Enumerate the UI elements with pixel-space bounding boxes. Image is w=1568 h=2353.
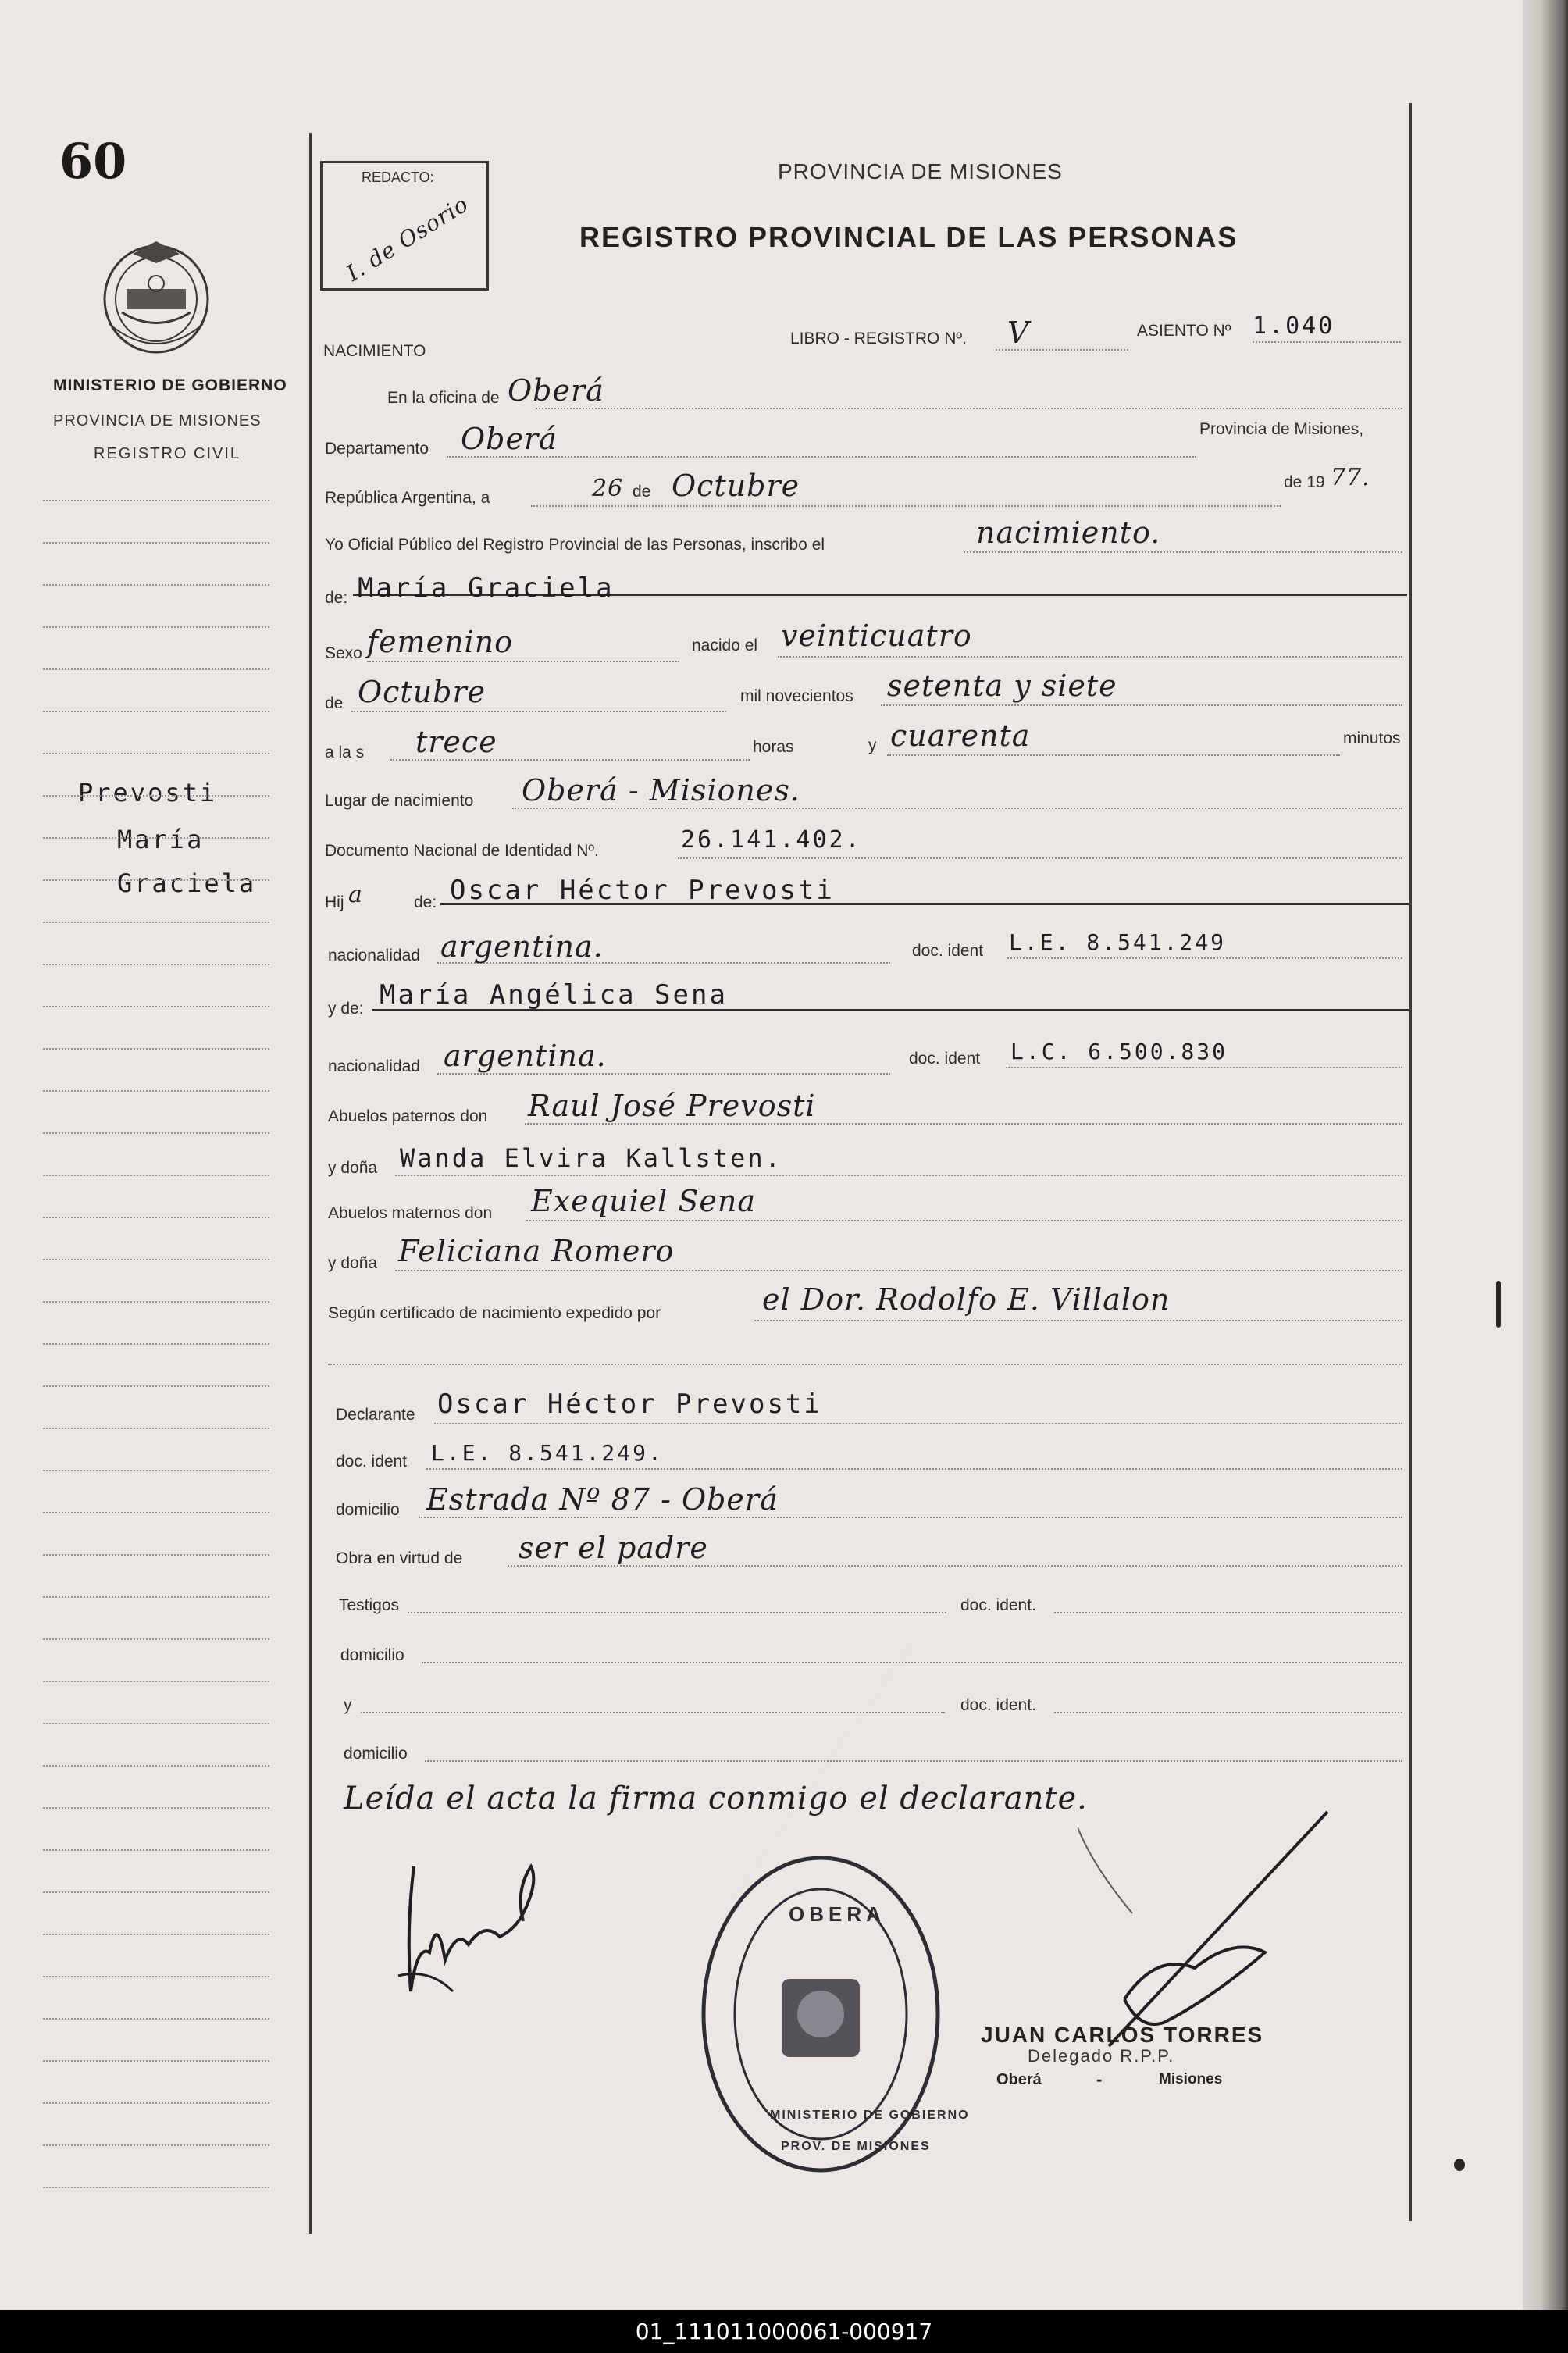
margin-ruled-line <box>43 1385 269 1387</box>
cert-value: el Dor. Rodolfo E. Villalon <box>762 1282 1171 1317</box>
anio-value: setenta y siete <box>887 668 1117 703</box>
de2-label: de <box>325 694 344 712</box>
margin-ruled-line <box>43 1596 269 1598</box>
republica-label: República Argentina, a <box>325 489 490 507</box>
seal-inner-text: MINISTERIO DE GOBIERNO <box>770 2109 970 2122</box>
redacto-label: REDACTO: <box>362 169 434 185</box>
ministry-title: MINISTERIO DE GOBIERNO <box>53 376 287 394</box>
padre: Oscar Héctor Prevosti <box>450 875 835 906</box>
madre-doc-label: doc. ident <box>909 1050 981 1068</box>
margin-ruled-line <box>43 668 269 670</box>
minutos-label: minutos <box>1343 729 1401 747</box>
madre-doc: L.C. 6.500.830 <box>1010 1039 1228 1064</box>
section-label: NACIMIENTO <box>323 342 426 360</box>
margin-ruled-line <box>43 542 269 544</box>
margin-ruled-line <box>43 626 269 628</box>
officer-name: JUAN CARLOS TORRES <box>981 2023 1264 2047</box>
book-spine-edge <box>1523 0 1568 2310</box>
margin-note-name1: María <box>117 825 205 854</box>
margin-ruled-line <box>43 964 269 965</box>
y-label: y <box>868 736 877 754</box>
right-rule <box>1409 103 1412 2221</box>
madre-nac-label: nacionalidad <box>328 1057 420 1075</box>
ink-mark <box>1496 1281 1501 1328</box>
horas-label: horas <box>753 738 794 756</box>
margin-ruled-line <box>43 1006 269 1007</box>
decl-dom-label: domicilio <box>336 1501 400 1519</box>
de-label: de: <box>325 589 348 607</box>
margin-ruled-line <box>43 1132 269 1134</box>
margin-ruled-line <box>43 795 269 797</box>
lugar-label: Lugar de nacimiento <box>325 792 474 810</box>
cert-label: Según certificado de nacimiento expedido por <box>328 1304 661 1322</box>
departamento-value: Oberá <box>461 422 558 456</box>
t2-doc-label: doc. ident. <box>960 1696 1036 1714</box>
margin-ruled-line <box>43 879 269 881</box>
margin-ruled-line <box>43 1934 269 1935</box>
ab-pat-dona: Wanda Elvira Kallsten. <box>400 1143 782 1173</box>
nacido-label: nacido el <box>692 636 758 654</box>
padre-doc-label: doc. ident <box>912 942 984 960</box>
seal-city: OBERA <box>789 1902 886 1926</box>
yde-label: y de: <box>328 1000 364 1018</box>
margin-ruled-line <box>43 837 269 839</box>
margin-ruled-line <box>43 1891 269 1893</box>
margin-ruled-line <box>43 1765 269 1767</box>
ab-mat-label: Abuelos maternos don <box>328 1204 493 1222</box>
t-dom-label: domicilio <box>340 1646 404 1664</box>
margin-ruled-line <box>43 1976 269 1977</box>
decl-dom-value: Estrada Nº 87 - Oberá <box>426 1482 779 1517</box>
padre-nac-label: nacionalidad <box>328 947 420 964</box>
margin-ruled-line <box>43 1681 269 1682</box>
fecha-dia: 26 <box>592 475 624 502</box>
margin-ruled-line <box>43 2060 269 2062</box>
sexo-label: Sexo <box>325 644 362 662</box>
officer-province: Misiones <box>1159 2071 1223 2087</box>
yo-oficial-label: Yo Oficial Público del Registro Provincial de las Personas, inscribo el <box>325 536 825 554</box>
ab-mat-don: Exequiel Sena <box>531 1184 756 1218</box>
province-emblem <box>94 230 219 359</box>
margin-ruled-line <box>43 1048 269 1050</box>
margin-note-surname: Prevosti <box>78 778 218 808</box>
ab-mat-dona-label: y doña <box>328 1254 378 1272</box>
libro-label: LIBRO - REGISTRO Nº. <box>790 330 967 348</box>
margin-ruled-line <box>43 1849 269 1851</box>
declarante-label: Declarante <box>336 1406 415 1424</box>
margin-ruled-line <box>43 711 269 712</box>
madre-nac: argentina. <box>444 1039 607 1073</box>
nacido-value: veinticuatro <box>781 619 972 653</box>
departamento-label: Departamento <box>325 440 429 458</box>
left-rule <box>309 133 312 2234</box>
margin-ruled-line <box>43 2102 269 2104</box>
ab-pat-don: Raul José Prevosti <box>528 1089 816 1123</box>
redacto-value: I. de Osorio <box>341 191 473 287</box>
ab-pat-dona-label: y doña <box>328 1159 378 1177</box>
margin-ruled-line <box>43 500 269 501</box>
dni-value: 26.141.402. <box>681 826 862 854</box>
provincia-label: Provincia de Misiones, <box>1199 420 1364 438</box>
testigos-label: Testigos <box>339 1596 400 1614</box>
padre-doc: L.E. 8.541.249 <box>1009 929 1227 955</box>
t-y-label: y <box>344 1696 352 1714</box>
margin-ruled-line <box>43 1470 269 1471</box>
dni-label: Documento Nacional de Identidad Nº. <box>325 842 599 860</box>
oficina-label: En la oficina de <box>387 389 500 407</box>
decl-doc-value: L.E. 8.541.249. <box>431 1440 664 1466</box>
margin-ruled-line <box>43 753 269 754</box>
mil-label: mil novecientos <box>740 687 853 705</box>
officer-role: Delegado R.P.P. <box>1028 2046 1175 2066</box>
margin-ruled-line <box>43 1343 269 1345</box>
page-number: 60 <box>59 133 127 190</box>
t-doc-label: doc. ident. <box>960 1596 1036 1614</box>
margin-ruled-line <box>43 1554 269 1556</box>
margin-ruled-line <box>43 1807 269 1809</box>
decl-doc-label: doc. ident <box>336 1453 408 1471</box>
margin-ruled-line <box>43 2187 269 2188</box>
minutos-value: cuarenta <box>890 718 1031 753</box>
margin-ruled-line <box>43 1175 269 1176</box>
margin-ruled-line <box>43 1301 269 1303</box>
officer-dash: - <box>1096 2070 1103 2089</box>
hija-suffix: a <box>348 881 363 908</box>
margin-ruled-line <box>43 1090 269 1092</box>
declarante-signature <box>383 1835 570 2015</box>
fecha-mes: Octubre <box>672 469 800 503</box>
obra-label: Obra en virtud de <box>336 1549 463 1567</box>
hija-de-label: de: <box>414 893 437 911</box>
ab-pat-label: Abuelos paternos don <box>328 1107 488 1125</box>
horas-value: trece <box>415 725 497 759</box>
yo-oficial-value: nacimiento. <box>976 515 1161 550</box>
asiento-label: ASIENTO Nº <box>1137 322 1231 340</box>
madre: María Angélica Sena <box>380 979 728 1011</box>
margin-ruled-line <box>43 1428 269 1429</box>
lugar-value: Oberá - Misiones. <box>522 773 800 808</box>
archive-footer: 01_111011000061-000917 <box>0 2310 1568 2353</box>
alas-label: a la s <box>325 743 365 761</box>
margin-ruled-line <box>43 1217 269 1218</box>
margin-ruled-line <box>43 1512 269 1513</box>
obra-value: ser el padre <box>519 1531 708 1565</box>
ministry-office: REGISTRO CIVIL <box>94 445 241 462</box>
libro-value: V <box>1007 316 1030 350</box>
margin-ruled-line <box>43 1638 269 1640</box>
sexo-value: femenino <box>367 625 514 659</box>
ink-dot <box>1454 2159 1465 2171</box>
margin-note-name2: Graciela <box>117 868 257 898</box>
margin-ruled-line <box>43 584 269 586</box>
oficina-value: Oberá <box>508 373 604 408</box>
seal-bottom: PROV. DE MISIONES <box>781 2140 931 2153</box>
ministry-province: PROVINCIA DE MISIONES <box>53 412 262 430</box>
padre-nac: argentina. <box>440 929 604 964</box>
nombre: María Graciela <box>358 572 615 604</box>
margin-ruled-line <box>43 1723 269 1724</box>
header-province: PROVINCIA DE MISIONES <box>778 159 1063 184</box>
margin-ruled-line <box>43 2144 269 2146</box>
fecha-de-label: de <box>633 483 651 501</box>
declarante-value: Oscar Héctor Prevosti <box>437 1389 822 1420</box>
officer-place: Oberá <box>996 2071 1042 2088</box>
margin-ruled-line <box>43 922 269 923</box>
header-title: REGISTRO PROVINCIAL DE LAS PERSONAS <box>579 221 1238 253</box>
closing-text: Leída el acta la firma conmigo el declarante. <box>344 1781 1088 1816</box>
ab-mat-dona: Feliciana Romero <box>398 1234 675 1268</box>
fecha-year: 77. <box>1331 464 1370 491</box>
margin-ruled-line <box>43 1259 269 1260</box>
hija-label: Hij <box>325 893 344 911</box>
redacto-box <box>320 161 489 291</box>
asiento-value: 1.040 <box>1253 312 1335 340</box>
mes-value: Octubre <box>358 675 486 709</box>
margin-ruled-line <box>43 2018 269 2020</box>
t2-dom-label: domicilio <box>344 1745 408 1763</box>
fecha-year-label: de 19 <box>1284 473 1325 491</box>
